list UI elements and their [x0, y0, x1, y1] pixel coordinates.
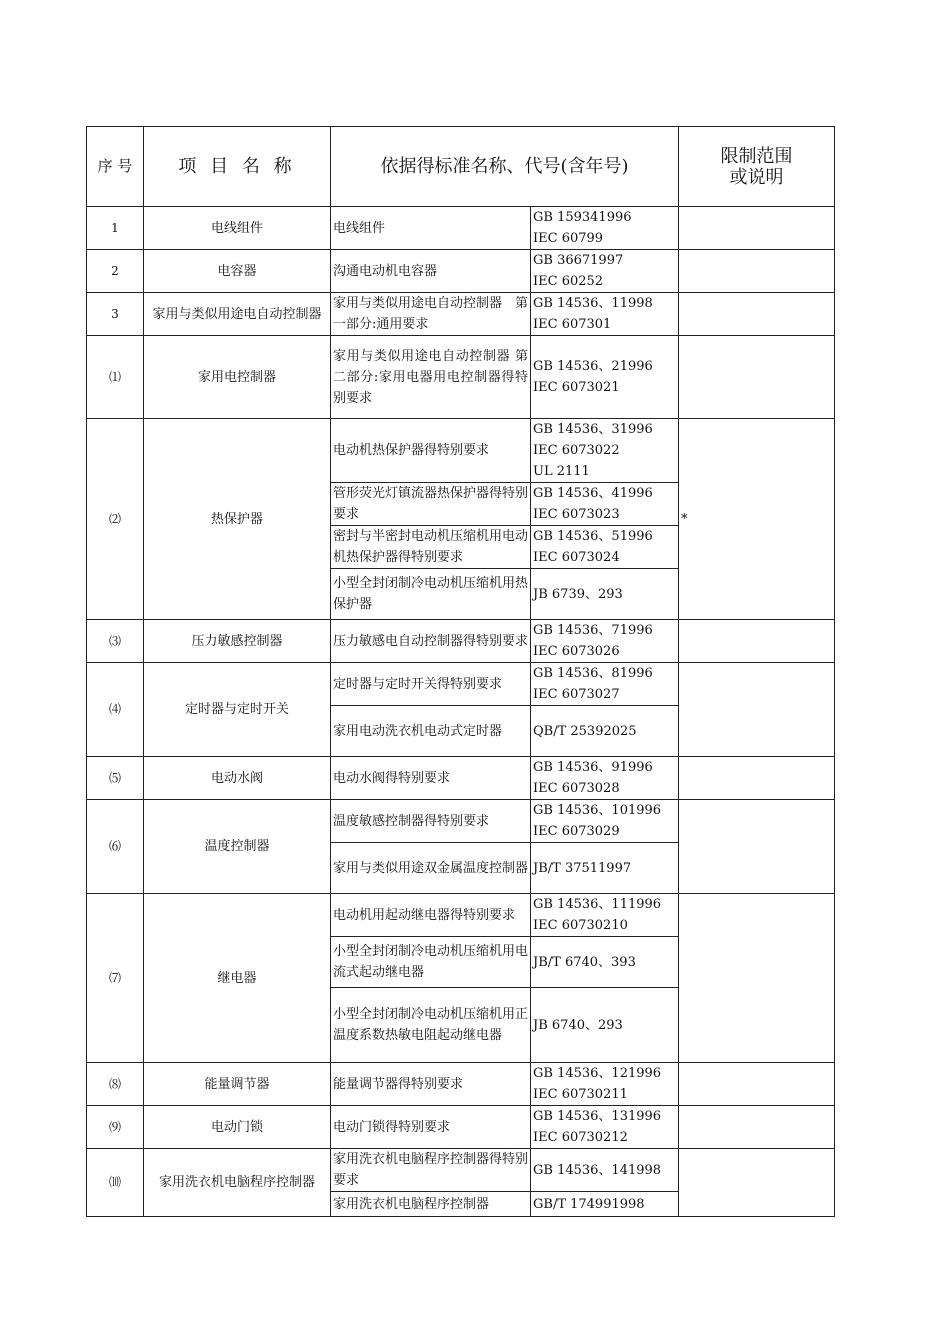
standard-codes [531, 207, 679, 250]
standard-codes [531, 937, 679, 988]
row-limit-note [679, 250, 835, 293]
standard-name: 电动水阀得特别要求 [331, 757, 531, 800]
row-limit-note [679, 1106, 835, 1149]
row-item-name: 温度控制器 [144, 800, 331, 894]
standard-code2: IEC 6073027 [533, 687, 620, 702]
standard-name: 压力敏感电自动控制器得特别要求 [331, 620, 531, 663]
standard-name: 电动机用起动继电器得特别要求 [331, 894, 531, 937]
row-index: ⑽ [87, 1149, 144, 1217]
row-index: ⑺ [87, 894, 144, 1063]
standard-name: 电动机热保护器得特别要求 [331, 419, 531, 483]
standard-codes [531, 706, 679, 757]
standard-codes [531, 894, 679, 937]
standard-code1: GB 36671997 [533, 253, 624, 268]
standard-name: 家用与类似用途电自动控制器 第二部分:家用电器用电控制器得特别要求 [331, 336, 531, 419]
standard-code2: IEC 607301 [533, 317, 612, 332]
row-item-name: 电动水阀 [144, 757, 331, 800]
row-index: ⑵ [87, 419, 144, 620]
standard-code2: IEC 60730212 [533, 1130, 628, 1145]
row-item-name: 继电器 [144, 894, 331, 1063]
standard-name: 沟通电动机电容器 [331, 250, 531, 293]
standard-name: 家用与类似用途双金属温度控制器 [331, 843, 531, 894]
row-limit-note: * [679, 419, 835, 620]
row-limit-note [679, 620, 835, 663]
table-row [87, 663, 835, 706]
standard-code2: IEC 6073024 [533, 550, 620, 565]
standards-table [86, 126, 835, 1217]
row-limit-note [679, 336, 835, 419]
header-limit [679, 127, 835, 207]
row-item-name: 压力敏感控制器 [144, 620, 331, 663]
row-limit-note [679, 894, 835, 1063]
row-limit-note [679, 757, 835, 800]
header-index: 序 号 [87, 127, 144, 207]
header-limit-line1: 限制范围 [720, 145, 793, 167]
row-item-name: 定时器与定时开关 [144, 663, 331, 757]
standard-code2: IEC 6073023 [533, 507, 620, 522]
standard-code1: JB 6739、293 [533, 586, 623, 602]
table-row [87, 1063, 835, 1106]
standard-name: 小型全封闭制冷电动机压缩机用电流式起动继电器 [331, 937, 531, 988]
standard-code1: GB 14536、21996 [533, 359, 653, 374]
standard-code1: GB 14536、111996 [533, 897, 662, 912]
standard-codes [531, 569, 679, 620]
standard-name: 密封与半密封电动机压缩机用电动机热保护器得特别要求 [331, 526, 531, 569]
row-item-name: 电线组件 [144, 207, 331, 250]
standard-code2: IEC 60730211 [533, 1087, 628, 1102]
standard-name: 小型全封闭制冷电动机压缩机用正温度系数热敏电阻起动继电器 [331, 988, 531, 1063]
standard-code2: IEC 60252 [533, 274, 604, 289]
standard-name: 家用洗衣机电脑程序控制器 [331, 1192, 531, 1217]
row-index: 3 [87, 293, 144, 336]
standard-code2: IEC 6073028 [533, 781, 620, 796]
standard-code1: QB/T 25392025 [533, 723, 637, 739]
table-row [87, 419, 835, 483]
standard-code1: GB 14536、121996 [533, 1066, 662, 1081]
standard-code2: IEC 60799 [533, 231, 604, 246]
standard-code1: GB 14536、41996 [533, 486, 653, 501]
standard-code1: JB/T 6740、393 [533, 954, 636, 970]
standard-code1: GB 159341996 [533, 210, 632, 225]
standard-name: 定时器与定时开关得特别要求 [331, 663, 531, 706]
standard-code1: JB 6740、293 [533, 1017, 623, 1033]
row-item-name: 热保护器 [144, 419, 331, 620]
standard-code1: GB 14536、131996 [533, 1109, 662, 1124]
table-row [87, 293, 835, 336]
row-limit-note [679, 800, 835, 894]
standard-code1: GB 14536、51996 [533, 529, 653, 544]
row-item-name: 电动门锁 [144, 1106, 331, 1149]
standard-name: 温度敏感控制器得特别要求 [331, 800, 531, 843]
standard-code1: GB 14536、71996 [533, 623, 653, 638]
standard-code1: GB 14536、141998 [533, 1162, 662, 1178]
standard-code1: JB/T 37511997 [533, 860, 632, 876]
table-row [87, 207, 835, 250]
standard-code2: IEC 6073022 [533, 443, 620, 458]
table-row [87, 757, 835, 800]
row-limit-note [679, 207, 835, 250]
standard-name: 能量调节器得特别要求 [331, 1063, 531, 1106]
standard-code1: GB/T 174991998 [533, 1196, 645, 1212]
row-limit-note [679, 1149, 835, 1217]
row-limit-note [679, 663, 835, 757]
row-index: 2 [87, 250, 144, 293]
standard-name: 家用洗衣机电脑程序控制器得特别要求 [331, 1149, 531, 1192]
row-index: ⑴ [87, 336, 144, 419]
standard-codes [531, 336, 679, 419]
standard-codes [531, 1149, 679, 1192]
row-item-name: 电容器 [144, 250, 331, 293]
standard-codes [531, 483, 679, 526]
standard-code2: IEC 6073029 [533, 824, 620, 839]
standard-codes [531, 526, 679, 569]
standard-codes [531, 843, 679, 894]
standard-name: 家用与类似用途电自动控制器 第一部分:通用要求 [331, 293, 531, 336]
table-row [87, 1149, 835, 1192]
standard-codes [531, 1192, 679, 1217]
standard-code2: IEC 6073026 [533, 644, 620, 659]
table-row [87, 620, 835, 663]
row-index: ⑸ [87, 757, 144, 800]
standard-codes [531, 419, 679, 483]
header-row [87, 127, 835, 207]
table-row [87, 250, 835, 293]
row-index: ⑻ [87, 1063, 144, 1106]
standard-codes [531, 1106, 679, 1149]
standard-code1: GB 14536、11998 [533, 296, 653, 311]
row-index: 1 [87, 207, 144, 250]
standard-code1: GB 14536、31996 [533, 422, 653, 437]
header-limit-line2: 或说明 [729, 166, 784, 188]
row-index: ⑼ [87, 1106, 144, 1149]
standard-codes [531, 757, 679, 800]
row-index: ⑶ [87, 620, 144, 663]
header-basis: 依据得标准名称、代号(含年号) [331, 127, 679, 207]
standard-name: 电动门锁得特别要求 [331, 1106, 531, 1149]
standard-name: 家用电动洗衣机电动式定时器 [331, 706, 531, 757]
standard-code2: IEC 60730210 [533, 918, 628, 933]
standard-codes [531, 800, 679, 843]
row-index: ⑷ [87, 663, 144, 757]
table-row [87, 1106, 835, 1149]
row-item-name: 家用电控制器 [144, 336, 331, 419]
standard-code3: UL 2111 [533, 464, 590, 479]
standard-name: 电线组件 [331, 207, 531, 250]
row-limit-note [679, 293, 835, 336]
standard-codes [531, 988, 679, 1063]
row-item-name: 能量调节器 [144, 1063, 331, 1106]
standard-codes [531, 250, 679, 293]
standard-code1: GB 14536、101996 [533, 803, 662, 818]
standard-name: 小型全封闭制冷电动机压缩机用热保护器 [331, 569, 531, 620]
standard-codes [531, 663, 679, 706]
header-project: 项 目 名 称 [144, 127, 331, 207]
standard-codes [531, 620, 679, 663]
table-row [87, 800, 835, 843]
standard-code1: GB 14536、91996 [533, 760, 653, 775]
standard-code1: GB 14536、81996 [533, 666, 653, 681]
row-index: ⑹ [87, 800, 144, 894]
standard-name: 管形荧光灯镇流器热保护器得特别要求 [331, 483, 531, 526]
standard-code2: IEC 6073021 [533, 380, 620, 395]
standard-codes [531, 1063, 679, 1106]
table-row [87, 336, 835, 419]
row-item-name: 家用与类似用途电自动控制器 [144, 293, 331, 336]
standard-codes [531, 293, 679, 336]
row-limit-note [679, 1063, 835, 1106]
row-item-name: 家用洗衣机电脑程序控制器 [144, 1149, 331, 1217]
table-row [87, 894, 835, 937]
